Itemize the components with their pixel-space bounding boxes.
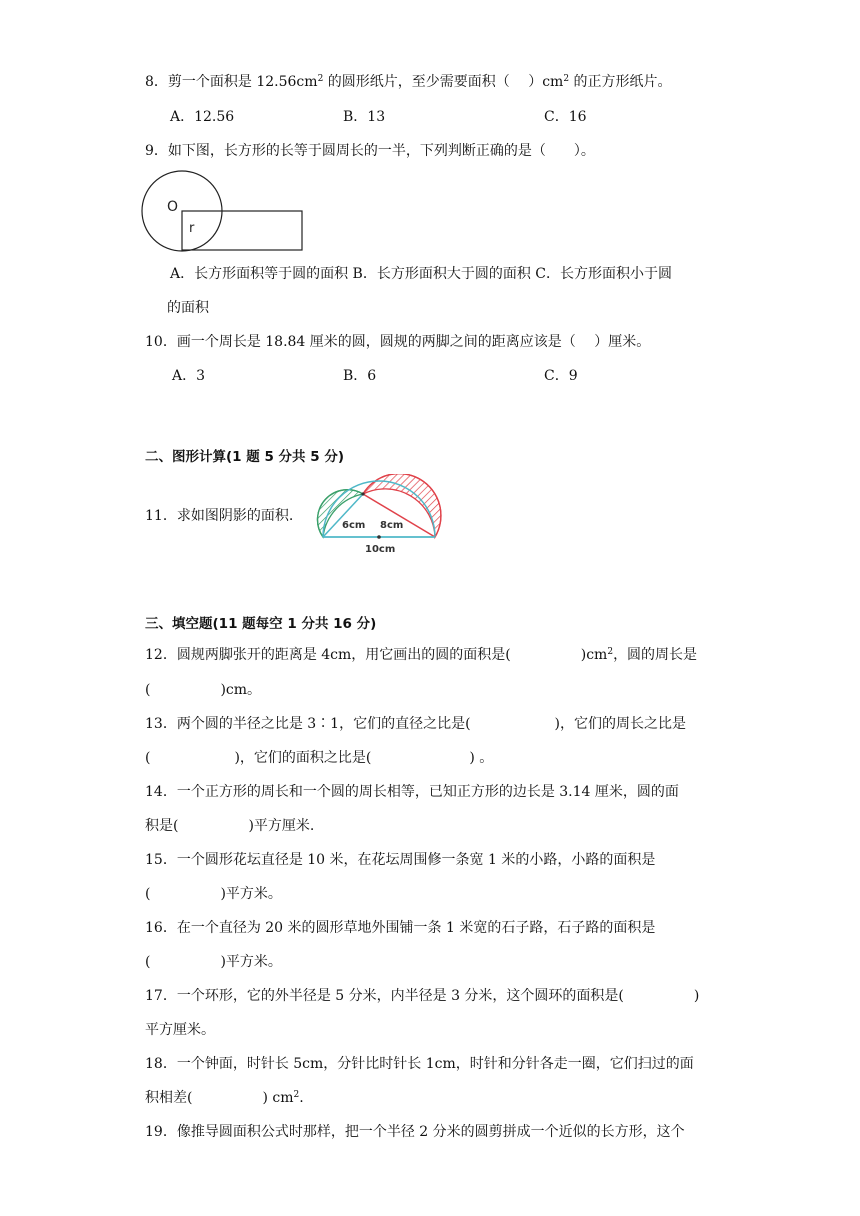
q10-option-c: C．9 bbox=[544, 368, 578, 384]
question-13-line1: 13．两个圆的半径之比是 3∶1，它们的直径之比是( )，它们的周长之比是 bbox=[145, 716, 687, 732]
q9-options-line2: 的面积 bbox=[167, 300, 209, 316]
question-16-line1: 16．在一个直径为 20 米的圆形草地外围铺一条 1 米宽的石子路，石子路的面积是 bbox=[145, 920, 656, 936]
figure-center-label: O bbox=[167, 199, 179, 215]
section-3-title: 三、填空题(11 题每空 1 分共 16 分) bbox=[145, 616, 377, 632]
q10-option-a: A．3 bbox=[172, 368, 206, 384]
label-8cm: 8cm bbox=[380, 520, 404, 531]
question-15-line1: 15．一个圆形花坛直径是 10 米，在花坛周围修一条宽 1 米的小路，小路的面积是 bbox=[145, 852, 656, 868]
q8-option-a: A．12.56 bbox=[170, 109, 235, 125]
question-14-line2: 积是( )平方厘米. bbox=[145, 818, 315, 834]
label-6cm: 6cm bbox=[342, 520, 366, 531]
vertex-top bbox=[361, 492, 364, 495]
q8-option-b: B．13 bbox=[343, 109, 386, 125]
section-2-title: 二、图形计算(1 题 5 分共 5 分) bbox=[145, 449, 345, 465]
question-13-line2: ( )，它们的面积之比是( ) 。 bbox=[145, 750, 494, 766]
question-12-line1: 12．圆规两脚张开的距离是 4cm，用它画出的圆的面积是( )$cm^2$，圆的周长是 bbox=[145, 647, 698, 663]
question-9-stem: 9．如下图，长方形的长等于圆周长的一半，下列判断正确的是（ ）。 bbox=[145, 143, 595, 159]
question-10-stem: 10．画一个周长是 18.84 厘米的圆，圆规的两脚之间的距离应该是（ ）厘米。 bbox=[145, 334, 651, 350]
question-19-line1: 19．像推导圆面积公式时那样，把一个半径 2 分米的圆剪拼成一个近似的长方形，这个 bbox=[145, 1124, 685, 1140]
q8-option-c: C．16 bbox=[544, 109, 587, 125]
question-16-line2: ( )平方米。 bbox=[145, 954, 282, 970]
label-10cm: 10cm bbox=[365, 544, 396, 555]
question-17-line1: 17．一个环形，它的外半径是 5 分米，内半径是 3 分米，这个圆环的面积是( ) bbox=[145, 988, 700, 1004]
question-15-line2: ( )平方米。 bbox=[145, 886, 282, 902]
figure-rectangle bbox=[182, 211, 302, 250]
question-18-line2: 积相差( ) $cm^2$. bbox=[145, 1090, 304, 1106]
shaded-area-figure bbox=[305, 474, 465, 560]
question-8-stem: 8．剪一个面积是 $12.56cm^2$ 的圆形纸片，至少需要面积（ ）$cm^2$ 的正方形纸片。 bbox=[145, 74, 672, 90]
q10-option-b: B．6 bbox=[343, 368, 377, 384]
question-18-line1: 18．一个钟面，时针长 5cm，分针比时针长 1cm，时针和分针各走一圈，它们扫过的面 bbox=[145, 1056, 694, 1072]
question-14-line1: 14．一个正方形的周长和一个圆的周长相等，已知正方形的边长是 3.14 厘米，圆的面 bbox=[145, 784, 679, 800]
question-12-line2: ( )cm。 bbox=[145, 682, 262, 698]
question-11-stem: 11．求如图阴影的面积. bbox=[145, 508, 294, 524]
question-17-line2: 平方厘米。 bbox=[145, 1022, 215, 1038]
circle-rectangle-figure bbox=[140, 170, 310, 260]
q9-options-line1: A．长方形面积等于圆的面积 B．长方形面积大于圆的面积 C．长方形面积小于圆 bbox=[170, 266, 673, 282]
base-midpoint bbox=[377, 535, 381, 539]
figure-radius-label: r bbox=[189, 221, 195, 236]
